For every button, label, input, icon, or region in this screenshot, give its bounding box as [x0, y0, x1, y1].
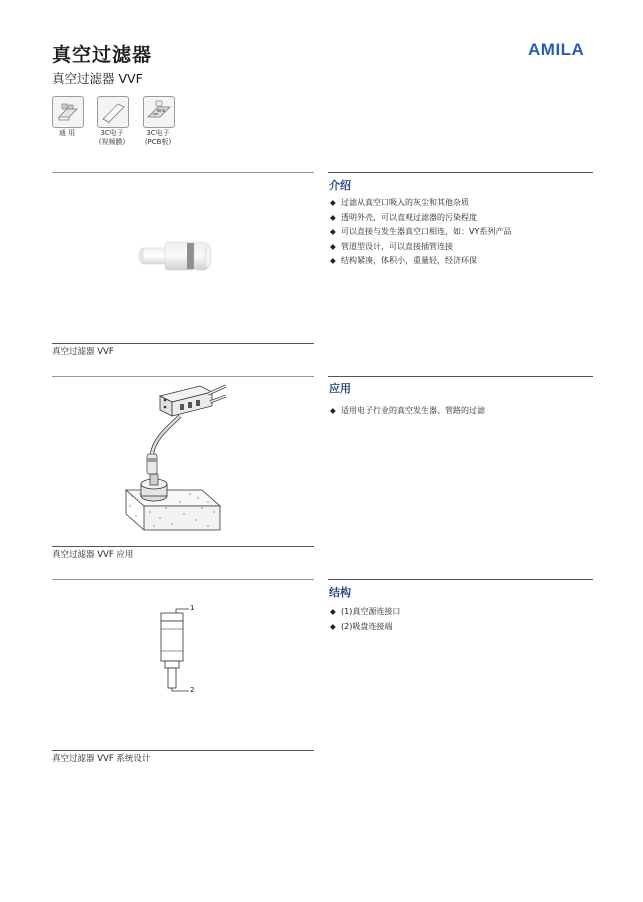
- list-item: ◆ 透明外壳，可以直观过滤器的污染程度: [330, 212, 477, 222]
- diamond-bullet-icon: ◆: [330, 212, 336, 222]
- app-label-pcb: 3C电子 (PCB板): [144, 129, 172, 146]
- section-heading-application: 应用: [329, 382, 351, 395]
- page-subtitle: 真空过滤器 VVF: [52, 71, 143, 86]
- section-heading-structure: 结构: [329, 586, 351, 599]
- diamond-bullet-icon: ◆: [330, 227, 336, 237]
- divider: [52, 750, 314, 751]
- divider: [52, 579, 314, 580]
- diamond-bullet-icon: ◆: [330, 621, 336, 631]
- divider: [52, 546, 314, 547]
- divider: [52, 172, 314, 173]
- figure-caption: 真空过滤器 VVF: [52, 347, 114, 357]
- diamond-bullet-icon: ◆: [330, 607, 336, 616]
- callout-label-1: 1: [190, 604, 195, 612]
- pcb-board-icon: [143, 96, 175, 128]
- diamond-bullet-icon: ◆: [330, 406, 336, 415]
- list-item: ◆ 结构紧凑，体积小，重量轻，经济环保: [330, 256, 477, 266]
- structure-bullet-list: [330, 606, 592, 635]
- app-label-video-film: 3C电子 (视频膜): [98, 129, 126, 146]
- divider: [328, 172, 593, 173]
- video-film-icon: [97, 96, 129, 128]
- application-bullet-list: [330, 405, 592, 420]
- general-use-icon: [52, 96, 84, 128]
- divider: [328, 376, 593, 377]
- figure-caption: 真空过滤器 VVF 系统设计: [52, 754, 151, 764]
- list-item: ◆ 管道型设计，可以直接插管连接: [330, 241, 453, 251]
- figure-caption: 真空过滤器 VVF 应用: [52, 550, 134, 560]
- intro-bullet-list: [330, 197, 592, 270]
- diamond-bullet-icon: ◆: [330, 241, 336, 251]
- section-heading-intro: 介绍: [329, 179, 351, 192]
- page-title: 真空过滤器: [52, 44, 153, 66]
- app-label-general: 通 用: [58, 129, 76, 137]
- product-image-vvf: [135, 229, 215, 279]
- list-item: ◆ (2)吸盘连接端: [330, 621, 393, 631]
- list-item: ◆ 可以直接与发生器真空口相连，如：VY系列产品: [330, 227, 512, 237]
- diamond-bullet-icon: ◆: [330, 198, 336, 207]
- callout-label-2: 2: [190, 686, 195, 694]
- divider: [52, 343, 314, 344]
- application-diagram: [120, 378, 228, 544]
- divider: [328, 579, 593, 580]
- brand-logo: AMILA: [528, 40, 585, 59]
- divider: [52, 376, 314, 377]
- list-item: ◆ 适用电子行业的真空发生器、管路的过滤: [330, 406, 485, 415]
- list-item: ◆ 过滤从真空口吸入的灰尘和其他杂质: [330, 198, 469, 207]
- list-item: ◆ (1)真空源连接口: [330, 607, 401, 616]
- diamond-bullet-icon: ◆: [330, 256, 336, 266]
